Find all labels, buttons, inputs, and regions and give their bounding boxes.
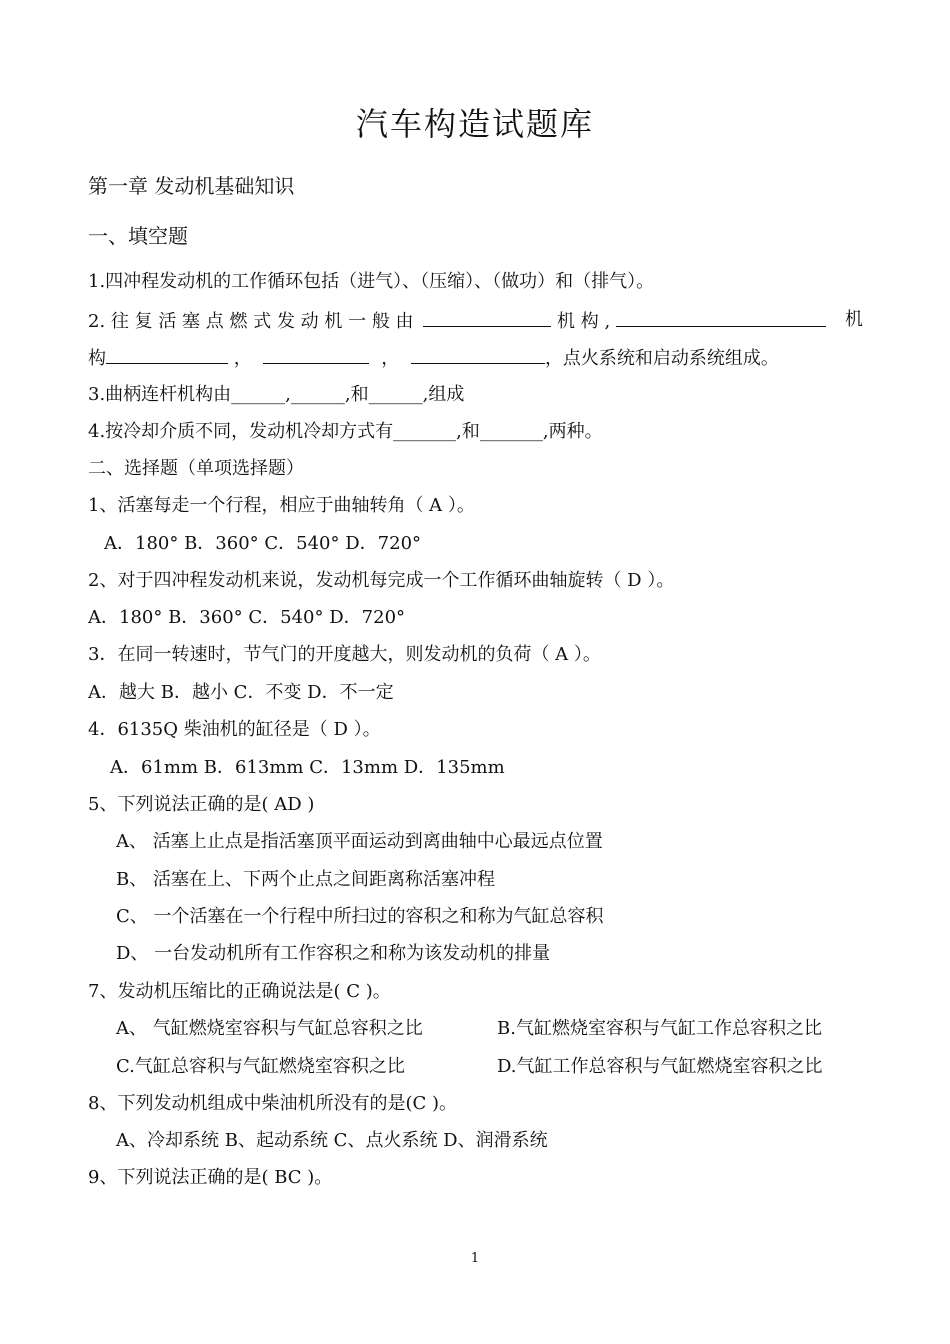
choice-question-8: 8、下列发动机组成中柴油机所没有的是(C )。 — [88, 1093, 457, 1114]
choice-question-4: 4．6135Q 柴油机的缸径是（ D ）。 — [88, 719, 381, 740]
choice-question-5: 5、下列说法正确的是( AD ) — [88, 794, 315, 815]
answer-blank — [106, 345, 228, 364]
choice-question-9: 9、下列说法正确的是( BC )。 — [88, 1167, 333, 1188]
choice-question-5-option-d: D、 一台发动机所有工作容积之和称为该发动机的排量 — [116, 943, 551, 964]
choice-question-5-option-a: A、 活塞上止点是指活塞顶平面运动到离曲轴中心最远点位置 — [116, 831, 603, 852]
choice-question-2: 2、对于四冲程发动机来说，发动机每完成一个工作循环曲轴旋转（ D ）。 — [88, 570, 675, 591]
page-number: 1 — [470, 1251, 480, 1266]
choice-question-1: 1、活塞每走一个行程，相应于曲轴转角（ A ）。 — [88, 495, 475, 516]
fill-question-2-text: 构 — [88, 348, 106, 369]
fill-question-2-line-2 — [88, 345, 779, 371]
fill-question-2-line-1 — [88, 308, 863, 334]
choice-question-8-options: A、冷却系统 B、起动系统 C、点火系统 D、润滑系统 — [116, 1130, 548, 1151]
answer-blank — [263, 345, 369, 364]
choice-question-7-option-c: C.气缸总容积与气缸燃烧室容积之比 — [116, 1056, 405, 1077]
fill-question-3: 3.曲柄连杆机构由______,______,和______,组成 — [88, 384, 465, 405]
choice-question-4-options: A．61mm B．613mm C．13mm D．135mm — [110, 757, 505, 778]
fill-question-1: 1.四冲程发动机的工作循环包括（进气）、（压缩）、（做功）和（排气）。 — [88, 271, 655, 292]
choice-question-5-option-c: C、 一个活塞在一个行程中所扫过的容积之和称为气缸总容积 — [116, 906, 604, 927]
choice-question-1-options: A．180° B．360° C．540° D．720° — [104, 533, 422, 554]
fill-question-4: 4.按冷却介质不同，发动机冷却方式有_______,和_______,两种。 — [88, 421, 603, 442]
choice-question-2-options: A．180° B．360° C．540° D．720° — [88, 607, 406, 628]
choice-question-7: 7、发动机压缩比的正确说法是( C )。 — [88, 981, 391, 1002]
chapter-heading: 第一章 发动机基础知识 — [88, 174, 295, 198]
fill-question-2-text: 机 构 , — [557, 311, 611, 332]
answer-blank — [411, 345, 545, 364]
choice-question-7-option-a: A、 气缸燃烧室容积与气缸总容积之比 — [116, 1018, 423, 1039]
section-fill-heading: 一、填空题 — [88, 224, 188, 248]
fill-question-2-text: ， — [381, 348, 400, 369]
answer-blank — [616, 308, 826, 327]
section-choice-heading: 二、选择题（单项选择题） — [88, 458, 304, 479]
choice-question-5-option-b: B、 活塞在上、下两个止点之间距离称活塞冲程 — [116, 869, 495, 890]
choice-question-3-options: A．越大 B．越小 C．不变 D．不一定 — [88, 682, 394, 703]
answer-blank — [423, 308, 551, 327]
page-title: 汽车构造试题库 — [355, 105, 594, 143]
choice-question-7-option-d: D.气缸工作总容积与气缸燃烧室容积之比 — [497, 1056, 823, 1077]
fill-question-2-text: 机 — [845, 309, 863, 330]
fill-question-2-text: 2. 往 复 活 塞 点 燃 式 发 动 机 一 般 由 — [88, 311, 414, 332]
fill-question-2-text: ， — [233, 348, 252, 369]
choice-question-3: 3．在同一转速时，节气门的开度越大，则发动机的负荷（ A ）。 — [88, 644, 601, 665]
fill-question-2-text: ，点火系统和启动系统组成。 — [544, 348, 779, 369]
choice-question-7-option-b: B.气缸燃烧室容积与气缸工作总容积之比 — [497, 1018, 822, 1039]
